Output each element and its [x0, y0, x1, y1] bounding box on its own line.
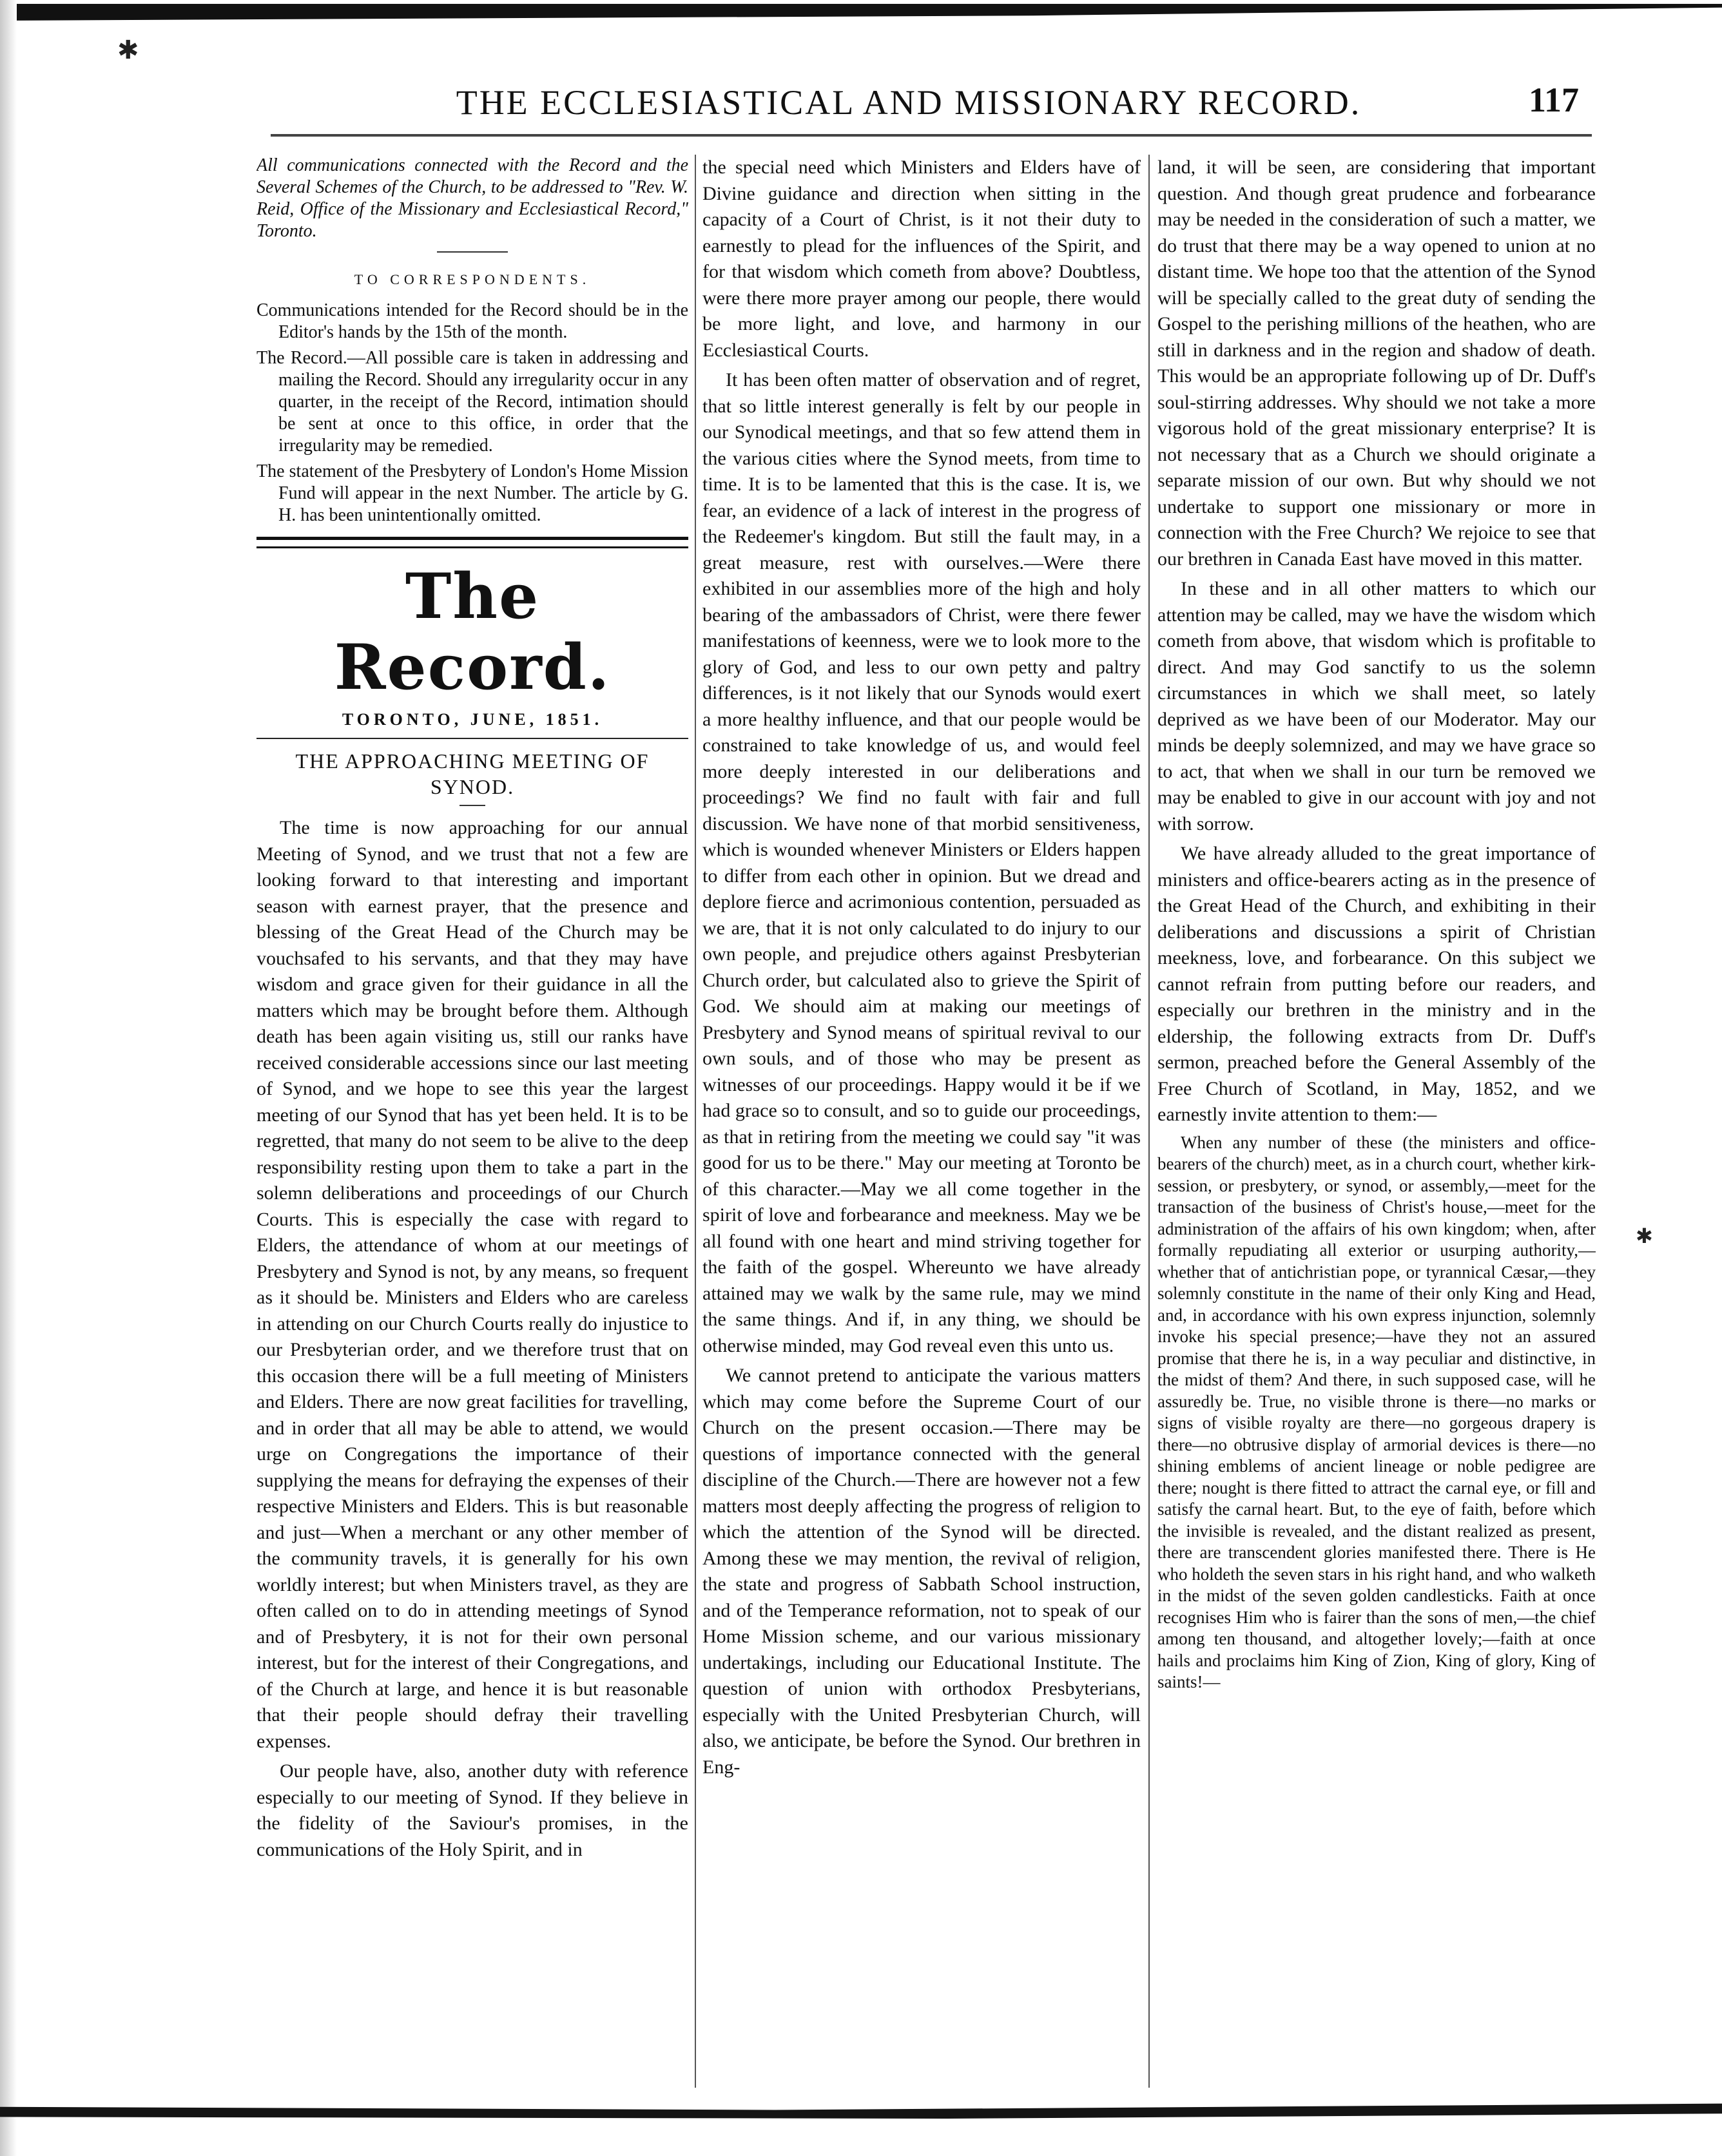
article-title: THE APPROACHING MEETING OF SYNOD.	[295, 749, 650, 798]
section-rule	[437, 251, 508, 253]
column-divider	[1148, 155, 1150, 2088]
page-top-edge-shadow	[0, 4, 1722, 21]
masthead-rule	[256, 537, 688, 548]
correspondents-note: The statement of the Presbytery of London's Home Mission Fund will appear in the next Number. The article by G. H. has been unintentionally omitted.	[256, 461, 688, 525]
column-3	[1157, 155, 1596, 2088]
masthead-title: The Record.	[334, 559, 611, 704]
correspondents-heading: TO CORRESPONDENTS.	[354, 271, 591, 287]
quoted-sermon-extract: When any number of these (the ministers and office-bearers of the church) meet, as in a church court, whether kirk-session, or presbytery, or synod, or assembly,—meet for the transaction of the business of Christ's house,—meet for the administration of the affairs of his own kingdom; when, after formally repudiating all exterior or usurping authority,—whether that of antichristian pope, or tyrannical Cæsar,—they solemnly constitute in the name of their only King and Head, and, in accordance with his own express injunction, solemnly invoke his special presence;—have they not an assured promise that there he is, in a way peculiar and distinctive, in the midst of them? And there, in such supposed case, will he assuredly be. True, no visible throne is there—no marks or signs of visible royalty are there—no gorgeous drapery is there—no obtrusive display of armorial devices is there—no shining emblems of ancient lineage or noble pedigree are there; nought is there fitted to attract the carnal eye, or fill and satisfy the carnal heart. But, to the eye of faith, before which the invisible is revealed, and the distant realized as present, there are transcendent glories manifested there. There is He who holdeth the seven stars in his right hand, and who walketh in the midst of the seven golden candlesticks. Faith at once recognises Him who is fairer than the sons of men,—the chief among ten thousand, and altogether lovely;—faith at once hails and proclaims him King of Zion, King of glory, King of saints!—	[1157, 1132, 1596, 1691]
article-paragraph: the special need which Ministers and Elders have of Divine guidance and direction when sitting in the capacity of a Court of Christ, is it not their duty to earnestly to plead for the influences of the Spirit, and for that wisdom which cometh from above? Doubtless, were there more prayer among our people, there would be more light, and love, and harmony in our Ecclesiastical Courts.	[702, 157, 1141, 361]
article-paragraph: The time is now approaching for our annual Meeting of Synod, and we trust that not a few are looking forward to that interesting and important season with earnest prayer, that the presence and blessing of the Great Head of the Church may be vouchsafed to his servants, and that they may have wisdom and grace given for their guidance in all the matters which may be brought before them. Although death has been again visiting us, still our ranks have received considerable accessions since our last meeting of Synod, and we hope to see this year the largest meeting of our Synod that has yet been held. It is to be regretted, that many do not seem to be alive to the deep responsibility resting upon them to take a part in the solemn deliberations and proceedings of our Church Courts. This is especially the case with regard to Elders, the attendance of whom at our meetings of Presbytery and Synod is not, by any means, so frequent as it should be. Ministers and Elders who are careless in attending on our Church Courts really do injustice to our Presbyterian order, and we therefore trust that on this occasion there will be a full meeting of Ministers and Elders. There are now great facilities for travelling, and in order that all may be able to attend, we would urge on Congregations the importance of their supplying the means for defraying the expenses of their respective Ministers and Elders. This is but reasonable and just—When a merchant or any other member of the community travels, it is generally for his own worldly interest; but when Ministers travel, as they are often called on to do in attending meetings of Synod and of Presbytery, it is not for their own personal interest, but for the interest of their Congregations, and of the Church at large, and hence it is but reasonable that their people should defray their travelling expenses.	[256, 817, 688, 1752]
article-paragraph: land, it will be seen, are considering that important question. And though great prudence and forbearance may be needed in the consideration of such a matter, we do trust that there may be a way opened to union at no distant time. We hope too that the attention of the Synod will be specially called to the great duty of sending the Gospel to the perishing millions of the heathen, who are still in darkness and in the region and shadow of death. This would be an appropriate following up of Dr. Duff's soul-stirring addresses. Why should we not take a more vigorous hold of the great missionary enterprise? It is not necessary that as a Church we should originate a separate mission of our own. But why should we not undertake to support one missionary or more in connection with the Free Church? We rejoice to see that our brethren in Canada East have moved in this matter.	[1157, 157, 1596, 570]
article-paragraph: Our people have, also, another duty with reference especially to our meeting of Synod. If they believe in the fidelity of the Saviour's promises, in the communications of the Holy Spirit, and in	[256, 1760, 688, 1860]
column-2	[702, 155, 1141, 2088]
header-rule	[271, 134, 1592, 137]
running-head: THE ECCLESIASTICAL AND MISSIONARY RECORD.	[456, 83, 1362, 122]
editorial-notice: All communications connected with the Record and the Several Schemes of the Church, to be addressed to "Rev. W. Reid, Office of the Missionary and Ecclesiastical Record," Toronto.	[256, 155, 688, 241]
column-1	[256, 155, 688, 2088]
article-paragraph: In these and in all other matters to which our attention may be called, may we have the wisdom which cometh from above, that wisdom which is profitable to direct. And may God sanctify to us the solemn circumstances in which we shall meet, so lately deprived as we have been of our Moderator. May our minds be deeply solemnized, and may we have grace so to act, that when we shall in our turn be removed we may be enabled to give in our account with joy and not with sorrow.	[1157, 578, 1596, 834]
margin-blot-mark: ✱	[1636, 1224, 1653, 1247]
correspondents-note: The Record.—All possible care is taken in addressing and mailing the Record. Should any irregularity occur in any quarter, in the receipt of the Record, intimation should be sent at once to this office, in order that the irregularity may be remedied.	[256, 347, 688, 456]
page-left-edge-shadow	[0, 0, 17, 2156]
article-paragraph: It has been often matter of observation and of regret, that so little interest generally is felt by our people in our Synodical meetings, and that so few attend them in the various cities where the Synod meets, from time to time. It is to be lamented that this is the case. It is, we fear, an evidence of a lack of interest in the progress of the Redeemer's kingdom. But still the fault may, in a great measure, rest with ourselves.—Were there exhibited in our assemblies more of the high and holy bearing of the ambassadors of Christ, were there fewer manifestations of keenness, were we to look more to the glory of God, and less to our own petty and paltry differences, is it not likely that our Synods would exert a more healthy influence, and that our people would be constrained to take knowledge of us, and would feel more deeply interested in our deliberations and proceedings? We find no fault with fair and full discussion. We have none of that morbid sensitiveness, which is wounded whenever Ministers or Elders happen to differ from each other in opinion. But we dread and deplore fierce and acrimonious contention, persuaded as we are, that it is not only calculated to do injury to our own people, and prejudice others against Presbyterian Church order, but calculated also to grieve the Spirit of God. We should aim at making our meetings of Presbytery and Synod means of spiritual revival to our own souls, and of those who may be present as witnesses of our proceedings. Happy would it be if we had grace so to consult, and so to guide our proceedings, as that in retiring from the meeting we could say "it was good for us to be there." May our meeting at Toronto be of this character.—May we all come together in the spirit of love and forbearance and meekness. May we be all found with one heart and mind striving together for the faith of the gospel. Whereunto we have already attained may we walk by the same rule, may we mind the same things. And if, in any thing, we should be otherwise minded, may God reveal even this unto us.	[702, 369, 1141, 1356]
correspondents-note: Communications intended for the Record should be in the Editor's hands by the 15th of the month.	[256, 300, 688, 342]
page-number: 117	[1528, 81, 1579, 119]
article-paragraph: We cannot pretend to anticipate the various matters which may come before the Supreme Court of our Church on the present occasion.—There may be questions of importance connected with the general discipline of the Church.—There are however not a few matters most deeply affecting the progress of religion to which the attention of the Synod will be directed. Among these we may mention, the revival of religion, the state and progress of Sabbath School instruction, and of the Temperance reformation, not to speak of our Home Mission scheme, and our various missionary undertakings, including our Educational Institute. The question of union with orthodox Presbyterians, especially with the United Presbyterian Church, will also, we anticipate, be before the Synod. Our brethren in Eng-	[702, 1365, 1141, 1778]
page-bottom-edge-shadow	[0, 2102, 1722, 2119]
column-divider	[695, 155, 696, 2088]
dateline: TORONTO, JUNE, 1851.	[342, 709, 603, 729]
margin-blot-mark: ✱	[117, 35, 139, 64]
title-dash	[460, 805, 485, 806]
dateline-rule	[256, 738, 688, 739]
article-paragraph: We have already alluded to the great importance of ministers and office-bearers acting as in the presence of the Great Head of the Church, and exhibiting in their deliberations and discussions a spirit of Christian meekness, love, and forbearance. On this subject we cannot refrain from putting before our readers, and especially our brethren in the ministry and in the eldership, the following extracts from Dr. Duff's sermon, preached before the General Assembly of the Free Church of Scotland, in May, 1852, and we earnestly invite attention to them:—	[1157, 843, 1596, 1125]
